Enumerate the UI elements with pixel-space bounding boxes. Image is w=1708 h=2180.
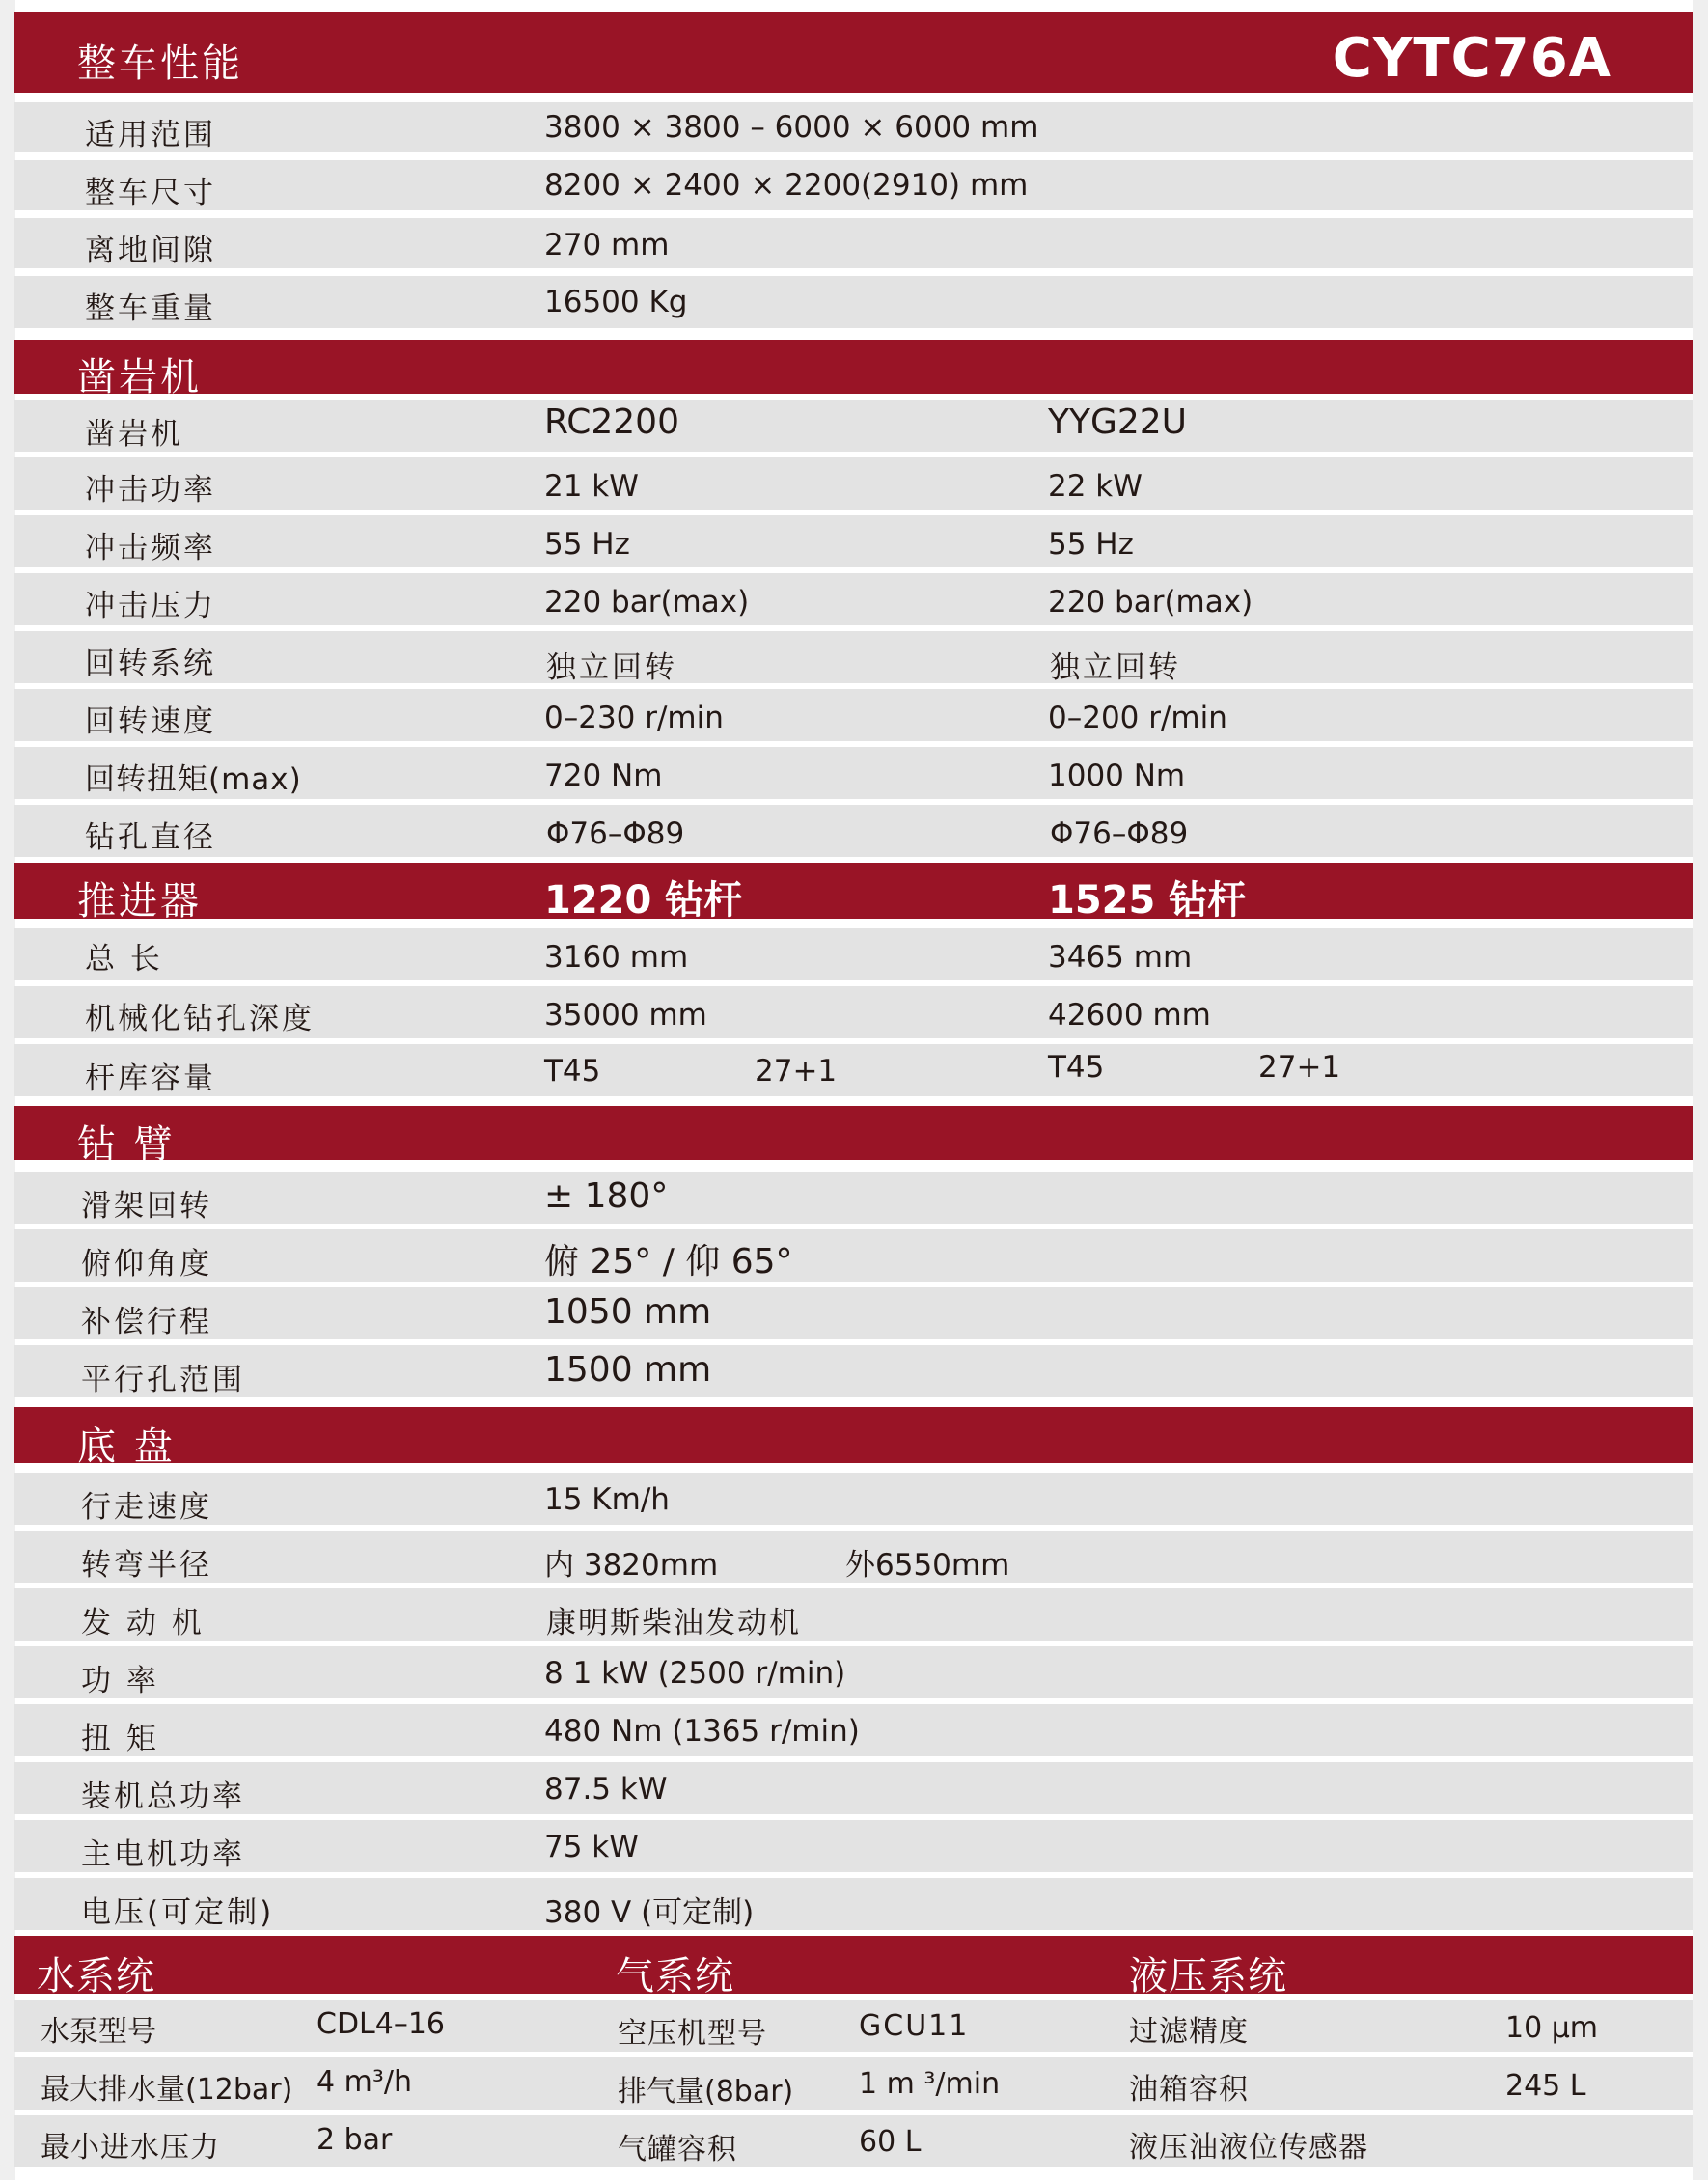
section-header-feeder	[14, 863, 1693, 924]
spec-label: 冲击功率	[85, 473, 216, 508]
water-value: CDL4–16	[317, 2007, 446, 2041]
spec-value-1b: 27+1	[755, 1054, 838, 1089]
feeder-column-1: 1220 钻杆	[544, 878, 743, 923]
spec-value-2: 3465 mm	[1048, 940, 1193, 975]
spec-row	[14, 1588, 1693, 1641]
spec-label: 离地间隙	[85, 234, 216, 268]
spec-value-1: RC2200	[544, 402, 679, 442]
spec-value-2: 22 kW	[1048, 469, 1143, 504]
spec-row	[14, 218, 1693, 268]
spec-value: 75 kW	[544, 1830, 639, 1864]
spec-label: 整车重量	[85, 291, 216, 326]
hydraulic-value: 245 L	[1505, 2069, 1586, 2103]
spec-label: 回转扭矩(max)	[85, 762, 302, 797]
section-title: 钻 臂	[77, 1122, 176, 1167]
section-title: 推进器	[77, 879, 202, 924]
spec-row	[14, 2000, 1693, 2052]
section-title: 底 盘	[77, 1424, 176, 1469]
section-title: 凿岩机	[77, 355, 202, 400]
spec-row	[14, 1345, 1693, 1397]
spec-label: 总 长	[85, 942, 163, 977]
air-system-title: 气系统	[616, 1954, 734, 1999]
spec-value-1: Φ76–Φ89	[546, 816, 685, 851]
spec-row	[14, 400, 1693, 452]
spec-value: 俯 25° / 仰 65°	[544, 1242, 793, 1282]
spec-row	[14, 1229, 1693, 1282]
spec-value-2: YYG22U	[1048, 402, 1188, 442]
spec-value-2: Φ76–Φ89	[1050, 816, 1189, 851]
water-label: 最大排水量(12bar)	[41, 2073, 293, 2107]
spec-value-1: 21 kW	[544, 469, 639, 504]
spec-row	[14, 2115, 1693, 2167]
spec-value-1: 3160 mm	[544, 940, 689, 975]
spec-label: 凿岩机	[85, 417, 183, 452]
spec-row	[14, 805, 1693, 857]
spec-row	[14, 1044, 1693, 1096]
spec-label: 主电机功率	[81, 1837, 245, 1872]
hydraulic-label: 过滤精度	[1129, 2015, 1249, 2049]
spec-value: 1500 mm	[544, 1350, 712, 1390]
spec-label: 机械化钻孔深度	[85, 1002, 315, 1036]
spec-label: 发 动 机	[81, 1606, 205, 1641]
air-label: 排气量(8bar)	[618, 2075, 794, 2109]
spec-value-1a: T45	[544, 1054, 601, 1089]
spec-value-1: 220 bar(max)	[544, 585, 750, 620]
spec-row	[14, 1172, 1693, 1224]
spec-value: 15 Km/h	[544, 1482, 670, 1517]
spec-row	[14, 1473, 1693, 1525]
hydraulic-value: 10 μm	[1505, 2011, 1599, 2045]
spec-value-2: 独立回转	[1050, 650, 1181, 685]
spec-value-2b: 27+1	[1258, 1050, 1341, 1085]
air-value: 60 L	[859, 2125, 922, 2159]
section-header-systems	[14, 1936, 1693, 1999]
spec-label: 回转速度	[85, 704, 216, 739]
section-title: 整车性能	[77, 41, 243, 86]
spec-row	[14, 1762, 1693, 1814]
spec-label: 俯仰角度	[81, 1247, 212, 1282]
spec-label: 平行孔范围	[81, 1363, 245, 1397]
spec-value: 康明斯柴油发动机	[546, 1606, 801, 1641]
spec-value: 270 mm	[544, 228, 670, 262]
spec-label: 冲击频率	[85, 531, 216, 566]
spec-row	[14, 515, 1693, 567]
section-header-boom	[14, 1106, 1693, 1167]
spec-value: 16500 Kg	[544, 285, 688, 319]
spec-row	[14, 689, 1693, 741]
section-header-chassis	[14, 1407, 1693, 1469]
spec-value-2: 1000 Nm	[1048, 759, 1186, 793]
spec-label: 行走速度	[81, 1490, 212, 1525]
spec-label: 适用范围	[85, 118, 216, 152]
spec-value-1: 独立回转	[546, 650, 677, 685]
hydraulic-label: 液压油液位传感器	[1129, 2131, 1368, 2165]
spec-value: ± 180°	[544, 1176, 669, 1216]
section-header-performance	[14, 12, 1693, 93]
spec-row	[14, 457, 1693, 510]
air-value: GCU11	[859, 2009, 970, 2043]
spec-value: 3800 × 3800 – 6000 × 6000 mm	[544, 110, 1039, 145]
spec-row	[14, 986, 1693, 1038]
spec-value: 8 1 kW (2500 r/min)	[544, 1656, 846, 1691]
spec-label: 回转系统	[85, 647, 216, 681]
spec-row	[14, 1878, 1693, 1930]
spec-row	[14, 276, 1693, 328]
spec-value-2: 220 bar(max)	[1048, 585, 1253, 620]
spec-row	[14, 1646, 1693, 1698]
air-label: 气罐容积	[618, 2133, 737, 2166]
spec-value-1: 55 Hz	[544, 527, 630, 562]
spec-value: 1050 mm	[544, 1292, 712, 1332]
spec-label: 装机总功率	[81, 1780, 245, 1814]
spec-value: 87.5 kW	[544, 1772, 668, 1807]
spec-row	[14, 1287, 1693, 1339]
spec-row	[14, 631, 1693, 683]
spec-label: 杆库容量	[85, 1062, 216, 1096]
spec-row	[14, 1531, 1693, 1583]
spec-value: 8200 × 2400 × 2200(2910) mm	[544, 168, 1029, 203]
spec-label: 补偿行程	[81, 1305, 212, 1339]
spec-value-2a: T45	[1048, 1050, 1105, 1085]
spec-label: 转弯半径	[81, 1548, 212, 1583]
spec-label: 钻孔直径	[85, 820, 216, 855]
spec-label: 扭 矩	[81, 1722, 159, 1756]
right-edge-stripe	[1693, 0, 1708, 2180]
spec-row	[14, 928, 1693, 980]
spec-value-1: 720 Nm	[544, 759, 663, 793]
spec-row	[14, 102, 1693, 152]
water-value: 2 bar	[317, 2123, 393, 2157]
spec-label: 电压(可定制)	[81, 1895, 275, 1930]
model-name: CYTC76A	[1332, 27, 1612, 90]
spec-value-1: 0–230 r/min	[544, 701, 724, 735]
hydraulic-system-title: 液压系统	[1129, 1954, 1287, 1999]
spec-value: 380 V (可定制)	[544, 1895, 755, 1930]
spec-row	[14, 747, 1693, 799]
water-label: 水泵型号	[41, 2015, 156, 2049]
spec-value-2: 55 Hz	[1048, 527, 1134, 562]
water-label: 最小进水压力	[41, 2131, 220, 2165]
section-header-rock-drill	[14, 340, 1693, 400]
spec-row	[14, 160, 1693, 210]
water-system-title: 水系统	[37, 1954, 155, 1999]
spec-value-inner: 内 3820mm	[544, 1548, 719, 1583]
hydraulic-label: 油箱容积	[1129, 2073, 1249, 2107]
air-value: 1 m ³/min	[859, 2067, 1001, 2101]
spec-value-outer: 外6550mm	[845, 1548, 1010, 1583]
spec-row	[14, 1820, 1693, 1872]
spec-label: 整车尺寸	[85, 176, 216, 210]
feeder-column-2: 1525 钻杆	[1048, 878, 1247, 923]
spec-value-1: 35000 mm	[544, 998, 707, 1033]
air-label: 空压机型号	[618, 2017, 767, 2051]
spec-value: 480 Nm (1365 r/min)	[544, 1714, 860, 1749]
spec-row	[14, 1704, 1693, 1756]
spec-label: 冲击压力	[85, 589, 216, 623]
spec-row	[14, 2057, 1693, 2110]
spec-label: 滑架回转	[81, 1189, 212, 1224]
spec-value-2: 42600 mm	[1048, 998, 1211, 1033]
water-value: 4 m³/h	[317, 2065, 412, 2099]
spec-label: 功 率	[81, 1664, 159, 1698]
spec-value-2: 0–200 r/min	[1048, 701, 1227, 735]
spec-row	[14, 573, 1693, 625]
